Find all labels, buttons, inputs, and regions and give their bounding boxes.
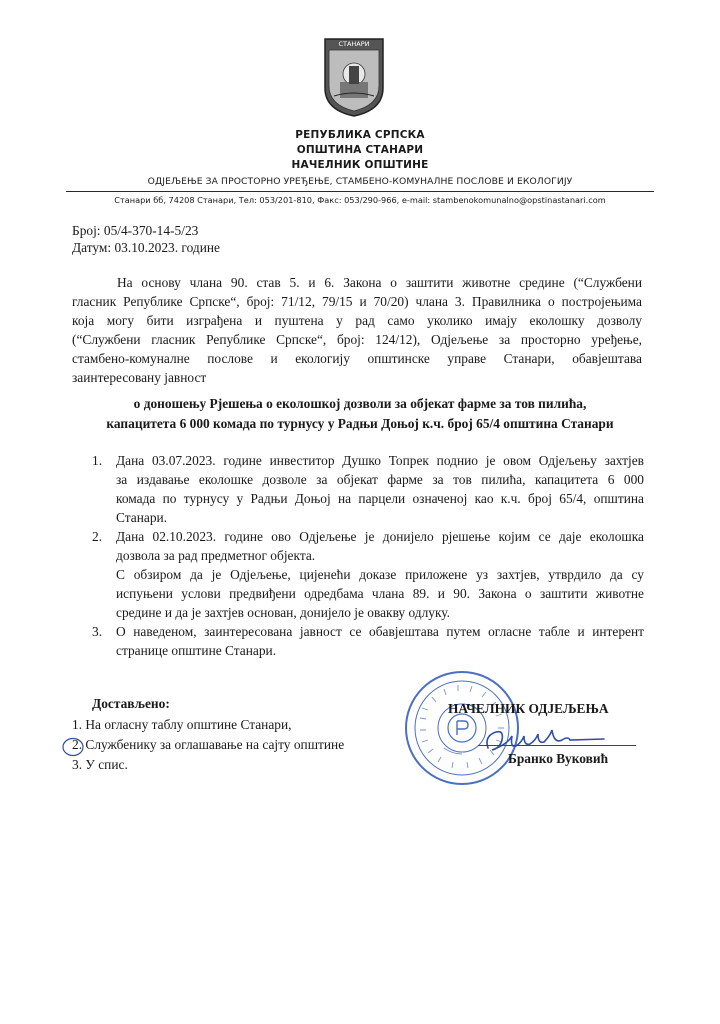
- subject-line: капацитета 6 000 комада по турнусу у Радњи Доњој к.ч. број 65/4 општина Станари: [106, 416, 614, 431]
- list-item-line: Дана 02.10.2023. године ово Одјељење је донијело рјешење којим се даје еколошка: [116, 529, 644, 544]
- delivered-list: [72, 716, 344, 776]
- municipality-crest: [322, 36, 386, 118]
- list-item-line: О наведеном, заинтересована јавност се обавјештава путем огласне табле и интерент: [116, 624, 644, 639]
- intro-line: заинтересовану јавност: [72, 370, 207, 385]
- list-item-line: за издавање еколошке дозволе за објекат фарме за тов пилића, капацитета 6 000: [116, 472, 644, 487]
- delivered-title: Достављено:: [92, 696, 170, 711]
- signatory-title: НАЧЕЛНИК ОДЈЕЉЕЊА: [448, 701, 609, 716]
- intro-line: (“Службени гласник Републике Српске“, број: 124/12), Одјељење за просторно уређење,: [72, 332, 642, 347]
- list-item-line: испуњени услови предвиђени одредбама члана 89. и 90. Закона о заштити животне: [116, 586, 644, 601]
- list-item-text: [116, 623, 644, 661]
- list-item-line: Дана 03.07.2023. године инвеститор Душко Топрек поднио је овом Одјељењу захтјев: [116, 453, 644, 468]
- intro-line: На основу члана 90. став 5. и 6. Закона о заштити животне средине (“Службени: [117, 275, 642, 290]
- intro-line: гласник Републике Српске“, број: 71/12, 79/15 и 70/20) члана 3. Правилника о постројењима: [72, 294, 642, 309]
- reference-date: Датум: 03.10.2023. године: [72, 240, 220, 255]
- header-municipality: ОПШТИНА СТАНАРИ: [296, 144, 424, 156]
- list-item-text: [116, 452, 644, 528]
- header-divider: [66, 191, 654, 192]
- header-department: ОДЈЕЉЕЊЕ ЗА ПРОСТОРНО УРЕЂЕЊЕ, СТАМБЕНО-КОМУНАЛНЕ ПОСЛОВЕ И ЕКОЛОГИЈУ: [147, 176, 573, 187]
- list-item-text: [116, 528, 644, 623]
- header-mayor: НАЧЕЛНИК ОПШТИНЕ: [291, 159, 429, 171]
- signature-line: [478, 745, 636, 746]
- header-republic: РЕПУБЛИКА СРПСКА: [295, 129, 425, 141]
- list-item-line: средине и да је захтјев основан, донијело је овакву одлуку.: [116, 605, 450, 620]
- list-item-line: странице општине Станари.: [116, 643, 277, 658]
- list-item-number: 2.: [92, 529, 103, 544]
- subject-line: о доношењу Рјешења о еколошкој дозволи за објекат фарме за тов пилића,: [133, 396, 587, 411]
- handwritten-circle-mark: [60, 735, 86, 759]
- intro-line: стамбено-комуналне послове и екологију општинске управе Станари, обавјештава: [72, 351, 642, 366]
- list-item-line: Станари.: [116, 510, 168, 525]
- reference-number: Број: 05/4-370-14-5/23: [72, 223, 199, 238]
- signatory-name: Бранко Вуковић: [508, 751, 609, 766]
- crest-label: СТАНАРИ: [338, 40, 370, 48]
- delivered-entry: 1. На огласну таблу општине Станари,: [72, 717, 292, 732]
- intro-line: која могу бити изграђена и пуштена у рад само уколико имају еколошку дозволу: [72, 313, 642, 328]
- list-item-number: 3.: [92, 624, 103, 639]
- intro-paragraph: [72, 274, 642, 388]
- delivered-entry: 3. У спис.: [72, 757, 128, 772]
- list-item-line: дозвола за рад предметног објекта.: [116, 548, 316, 563]
- list-item-line: С обзиром да је Одјељење, цијенећи доказе приложене уз захтјев, утврдило да су: [116, 567, 644, 582]
- list-item-line: комада по турнусу у Радњи Доњој на парцели означеној као к.ч. број 65/4, општина: [116, 491, 644, 506]
- subject-heading: [72, 395, 648, 435]
- header-contact: Станари бб, 74208 Станари, Тел: 053/201-810, Факс: 053/290-966, e-mail: stambenokomunalno@opstinastanari.com: [114, 195, 606, 205]
- delivered-entry: 2. Службенику за оглашавање на сајту општине: [72, 737, 345, 752]
- list-item-number: 1.: [92, 453, 103, 468]
- reference-block: [72, 222, 220, 256]
